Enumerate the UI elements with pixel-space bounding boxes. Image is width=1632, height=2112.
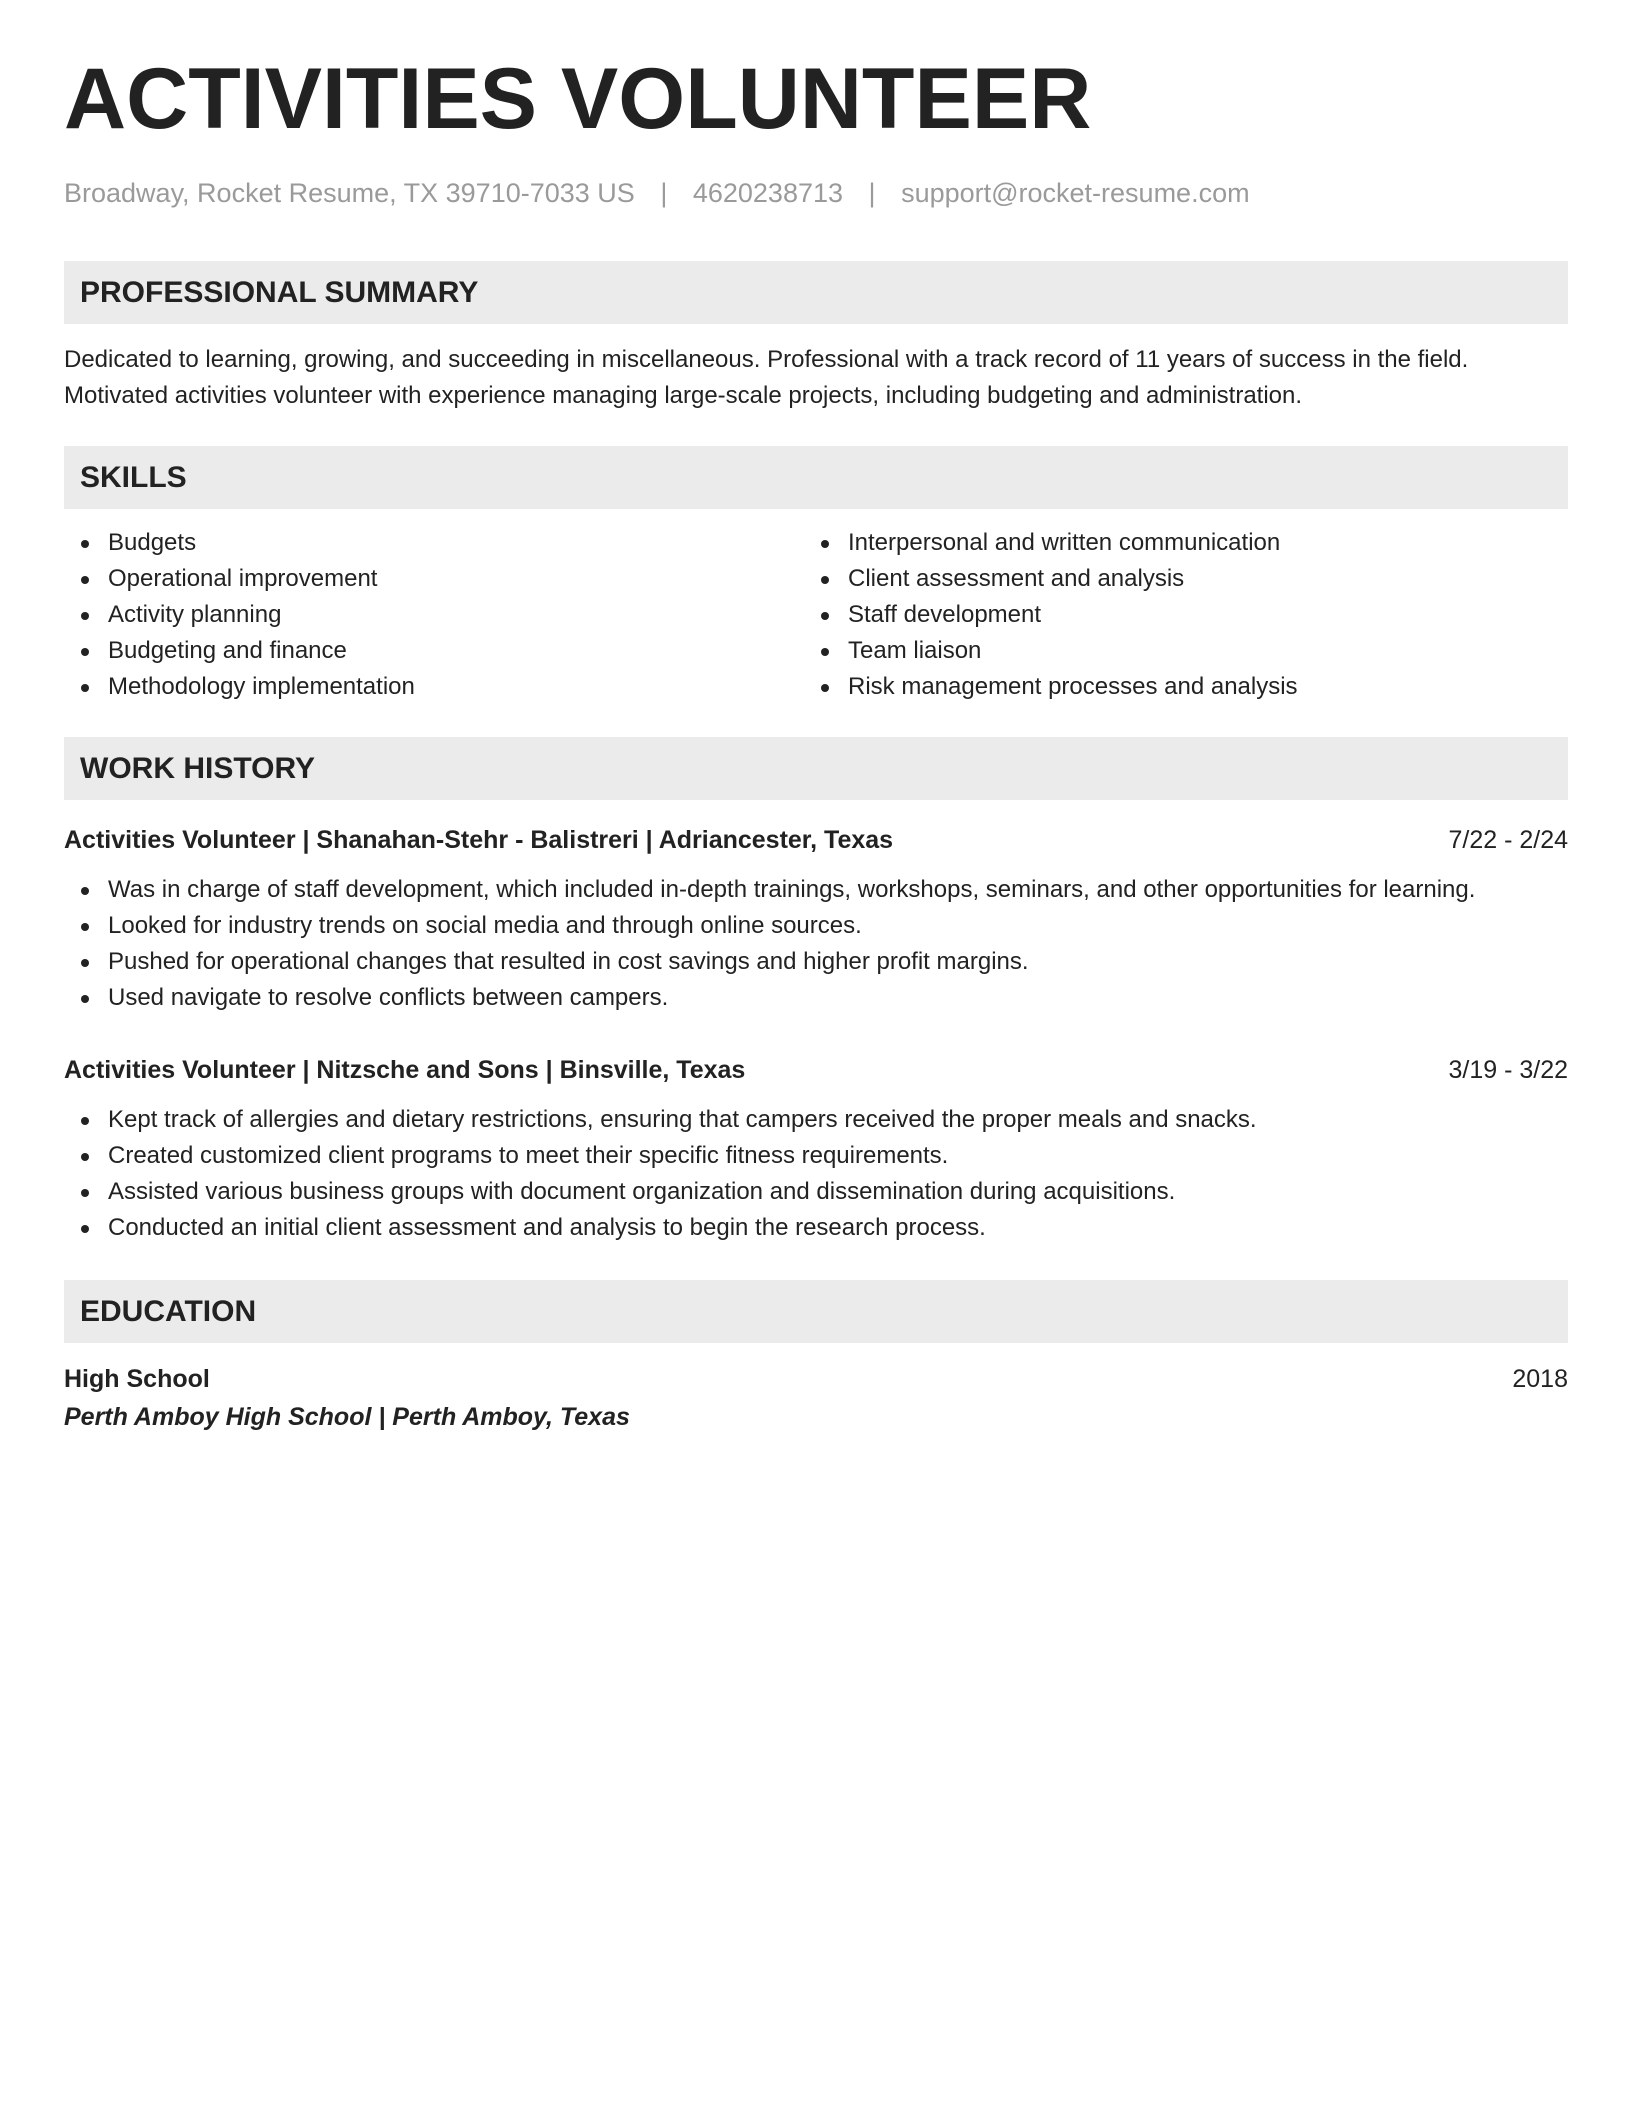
skill-item: Budgeting and finance: [64, 633, 804, 669]
job-bullet: Looked for industry trends on social media and through online sources.: [64, 908, 1568, 944]
contact-separator: |: [660, 178, 668, 208]
skill-item: Methodology implementation: [64, 669, 804, 705]
skill-item: Staff development: [804, 597, 1544, 633]
summary-heading: PROFESSIONAL SUMMARY: [64, 261, 1568, 324]
job-entry: [64, 822, 1568, 1016]
contact-line: [64, 178, 1568, 209]
skill-item: Interpersonal and written communication: [804, 525, 1544, 561]
skill-item: Client assessment and analysis: [804, 561, 1544, 597]
job-bullet: Kept track of allergies and dietary restrictions, ensuring that campers received the proper meals and snacks.: [64, 1102, 1568, 1138]
summary-line: Motivated activities volunteer with experience managing large-scale projects, including budgeting and administration.: [64, 382, 1303, 409]
job-bullet: Conducted an initial client assessment and analysis to begin the research process.: [64, 1210, 1568, 1246]
summary-line: Dedicated to learning, growing, and succeeding in miscellaneous. Professional with a track record of 11 years of success in the field.: [64, 346, 1469, 373]
skill-item: Risk management processes and analysis: [804, 669, 1544, 705]
skill-item: Team liaison: [804, 633, 1544, 669]
job-title: Activities Volunteer | Shanahan-Stehr - Balistreri | Adriancester, Texas: [64, 826, 894, 854]
job-dates: 3/19 - 3/22: [1448, 1056, 1568, 1084]
education-header: [64, 1361, 1568, 1397]
job-dates: 7/22 - 2/24: [1448, 826, 1568, 854]
job-bullet: Pushed for operational changes that resulted in cost savings and higher profit margins.: [64, 944, 1568, 980]
job-bullet: Created customized client programs to meet their specific fitness requirements.: [64, 1138, 1568, 1174]
job-bullet: Used navigate to resolve conflicts between campers.: [64, 980, 1568, 1016]
education-heading: EDUCATION: [64, 1280, 1568, 1343]
skills-column-right: [804, 525, 1544, 705]
contact-separator: |: [868, 178, 876, 208]
skill-item: Operational improvement: [64, 561, 804, 597]
skills-list: [64, 525, 1568, 705]
contact-phone: 4620238713: [692, 178, 844, 208]
job-bullets: [64, 1102, 1568, 1246]
education-school: Perth Amboy High School | Perth Amboy, Texas: [64, 1403, 630, 1431]
skills-heading: SKILLS: [64, 446, 1568, 509]
job-title: Activities Volunteer | Nitzsche and Sons | Binsville, Texas: [64, 1056, 746, 1084]
job-header: [64, 822, 1568, 858]
job-bullet: Was in charge of staff development, which included in-depth trainings, workshops, seminars, and other opportunities for learning.: [64, 872, 1568, 908]
job-header: [64, 1052, 1568, 1088]
summary-text: [64, 342, 1568, 414]
education-year: 2018: [1512, 1365, 1568, 1393]
skill-item: Activity planning: [64, 597, 804, 633]
job-bullets: [64, 872, 1568, 1016]
education-degree: High School: [64, 1365, 210, 1393]
candidate-name: ACTIVITIES VOLUNTEER: [64, 51, 1092, 147]
job-entry: [64, 1052, 1568, 1246]
skill-item: Budgets: [64, 525, 804, 561]
contact-address: Broadway, Rocket Resume, TX 39710-7033 US: [64, 178, 635, 208]
skills-column-left: [64, 525, 804, 705]
work-history-heading: WORK HISTORY: [64, 737, 1568, 800]
job-bullet: Assisted various business groups with document organization and dissemination during acquisitions.: [64, 1174, 1568, 1210]
contact-email: support@rocket-resume.com: [901, 178, 1250, 208]
